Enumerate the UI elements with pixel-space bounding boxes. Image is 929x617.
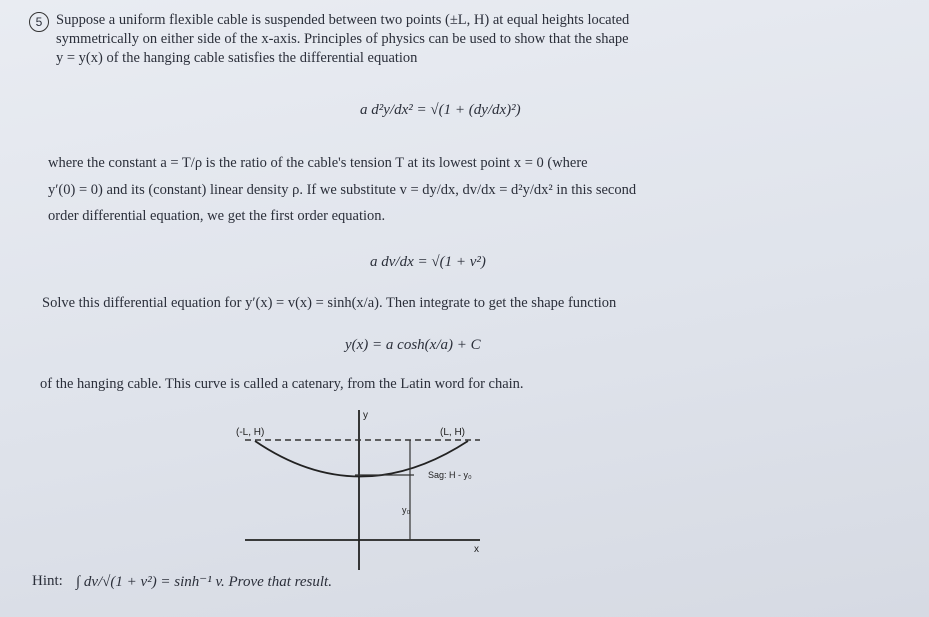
equation-3: y(x) = a cosh(x/a) + C [345,337,481,353]
catenary-curve [255,441,468,477]
y-axis-label: y [363,410,368,421]
equation-2: a dv/dx = √(1 + v²) [370,254,486,270]
paragraph-2-line-3: order differential equation, we get the first order equation. [48,208,386,224]
paragraph-2-line-2: y′(0) = 0) and its (constant) linear density ρ. If we substitute v = dy/dx, dv/dx = d²y/dx² in this second [48,182,637,198]
right-point-label: (L, H) [440,427,465,438]
paragraph-1-line-2: symmetrically on either side of the x-axis. Principles of physics can be used to show that the shape [56,31,629,47]
paragraph-2-line-1: where the constant a = T/ρ is the ratio of the cable's tension T at its lowest point x = 0 (where [48,155,588,171]
equation-1: a d²y/dx² = √(1 + (dy/dx)²) [360,102,521,118]
x-axis-label: x [474,544,479,555]
hint-equation: ∫ dv/√(1 + v²) = sinh⁻¹ v. Prove that result. [76,574,332,590]
problem-number: 5 [29,12,49,32]
hint-label: Hint: [32,573,63,589]
y0-label: y₀ [402,505,411,515]
sag-label: Sag: H - y₀ [428,470,472,480]
paragraph-1-line-3: y = y(x) of the hanging cable satisfies the differential equation [56,50,418,66]
left-point-label: (-L, H) [236,427,265,438]
paragraph-3: Solve this differential equation for y′(x) = v(x) = sinh(x/a). Then integrate to get the shape function [42,295,617,311]
paragraph-1-line-1: Suppose a uniform flexible cable is suspended between two points (±L, H) at equal heights located [56,12,630,28]
paragraph-4: of the hanging cable. This curve is called a catenary, from the Latin word for chain. [40,376,524,392]
